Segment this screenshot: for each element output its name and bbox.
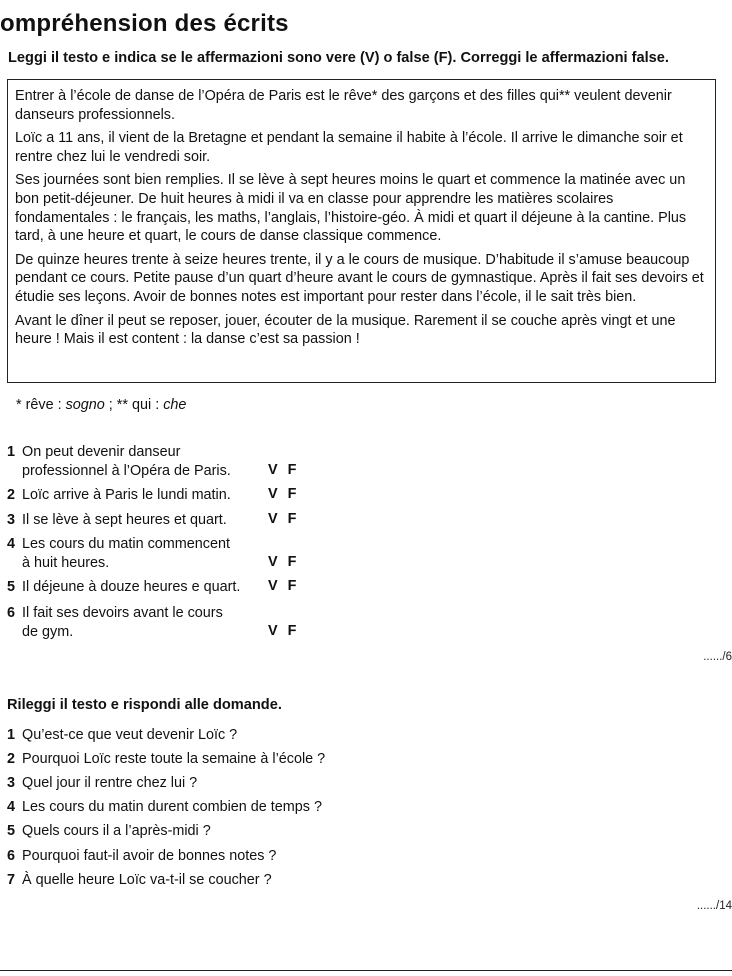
passage-paragraph: Loïc a 11 ans, il vient de la Bretagne et pendant la semaine il habite à l’école. Il arrive le dimanche soir et rentre chez lui le vendredi soir. [15, 130, 683, 165]
statement-number: 6 [7, 605, 16, 621]
footnote-text: * rêve : [16, 397, 66, 413]
question-number: 7 [7, 872, 16, 888]
question-2 [7, 751, 325, 767]
statement-text: Loïc arrive à Paris le lundi matin. [22, 487, 231, 503]
question-6 [7, 848, 276, 864]
statement-text: Il déjeune à douze heures e quart. [22, 579, 241, 595]
statement-text: On peut devenir danseur [22, 444, 181, 460]
question-text: À quelle heure Loïc va-t-il se coucher ? [22, 872, 272, 888]
statement-text: de gym. [22, 624, 74, 640]
question-number: 4 [7, 799, 16, 815]
statement-text: professionnel à l’Opéra de Paris. [22, 463, 231, 479]
true-false-choice-3[interactable]: V F [268, 511, 300, 527]
true-false-choice-4[interactable]: V F [268, 554, 300, 570]
question-text: Quel jour il rentre chez lui ? [22, 775, 198, 791]
question-number: 3 [7, 775, 16, 791]
statement-number: 1 [7, 444, 16, 460]
question-3 [7, 775, 197, 791]
statement-text: Il se lève à sept heures et quart. [22, 512, 227, 528]
statement-text: Les cours du matin commencent [22, 536, 230, 552]
section-2-title: Rileggi il testo e rispondi alle domande. [7, 697, 282, 713]
passage-paragraph: Entrer à l’école de danse de l’Opéra de Paris est le rêve* des garçons et des filles qui** veulent devenir danseurs professionnels. [15, 88, 672, 123]
question-4 [7, 799, 322, 815]
statement-text: Il fait ses devoirs avant le cours [22, 605, 223, 621]
question-number: 2 [7, 751, 16, 767]
question-text: Les cours du matin durent combien de temps ? [22, 799, 322, 815]
question-1 [7, 727, 237, 743]
question-number: 5 [7, 823, 16, 839]
reading-passage [7, 79, 716, 383]
footnote-translation: che [163, 397, 187, 413]
exercise-instructions: Leggi il testo e indica se le affermazioni sono vere (V) o false (F). Correggi le affermazioni false. [8, 50, 669, 66]
statement-number: 4 [7, 536, 16, 552]
footnote-text: ; ** qui : [104, 397, 164, 413]
score-true-false: ....../6 [703, 651, 732, 663]
true-false-choice-5[interactable]: V F [268, 578, 300, 594]
true-false-choice-2[interactable]: V F [268, 486, 300, 502]
statement-number: 3 [7, 512, 16, 528]
footnote [16, 397, 186, 413]
question-text: Pourquoi Loïc reste toute la semaine à l’école ? [22, 751, 326, 767]
statement-number: 5 [7, 579, 16, 595]
page-divider [0, 970, 732, 971]
true-false-choice-1[interactable]: V F [268, 462, 300, 478]
page-title: ompréhension des écrits [0, 10, 289, 37]
footnote-translation: sogno [65, 397, 105, 413]
question-number: 6 [7, 848, 16, 864]
question-text: Pourquoi faut-il avoir de bonnes notes ? [22, 848, 277, 864]
passage-paragraph: De quinze heures trente à seize heures trente, il y a le cours de musique. D’habitude il s’amuse beaucoup pendant ce cours. Petite pause d’un quart d’heure avant le cours de gymnastique. Après il fait ses devoirs et étudie ses leçons. Avoir de bonnes notes est important pour rester dans l’école, il le sait très bien. [15, 251, 704, 305]
passage-paragraph: Avant le dîner il peut se reposer, jouer, écouter de la musique. Rarement il se couche après vingt et une heure ! Mais il est content : la danse c’est sa passion ! [15, 312, 676, 348]
true-false-choice-6[interactable]: V F [268, 623, 300, 639]
question-5 [7, 823, 211, 839]
question-text: Qu’est-ce que veut devenir Loïc ? [22, 727, 238, 743]
statement-number: 2 [7, 487, 16, 503]
statement-text: à huit heures. [22, 555, 110, 571]
question-number: 1 [7, 727, 16, 743]
score-questions: ....../14 [696, 900, 732, 912]
question-text: Quels cours il a l’après-midi ? [22, 823, 211, 839]
question-7 [7, 872, 272, 888]
passage-paragraph: Ses journées sont bien remplies. Il se lève à sept heures moins le quart et commence la matinée avec un bon petit-déjeuner. De huit heures à midi il va en classe pour apprendre les matières scolaires fondamentales : le français, les maths, l’anglais, l’histoire-géo. À midi et quart il déjeune à la cantine. Plus tard, à une heure et quart, le cours de danse classique commence. [15, 172, 687, 245]
